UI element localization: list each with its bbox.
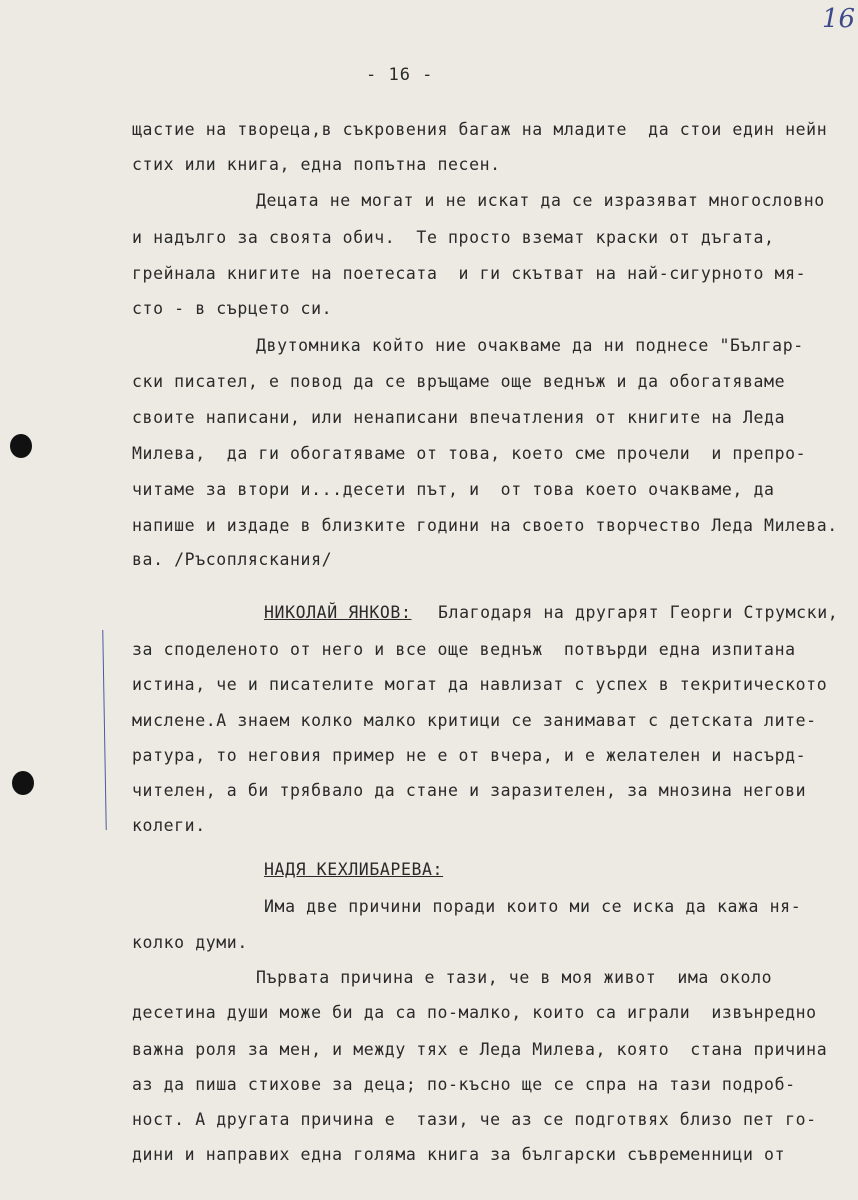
punch-hole — [12, 771, 34, 795]
margin-mark — [102, 630, 106, 830]
text-line: Милева, да ги обогатяваме от това, което сме прочели и препро- — [132, 444, 807, 463]
text-line: Има две причини поради които ми се иска да кажа ня- — [264, 897, 802, 916]
text-line: стих или книга, една попътна песен. — [132, 155, 501, 174]
text-line: ратура, то неговия пример не е от вчера, и е желателен и насърд- — [132, 746, 807, 765]
handwritten-page-number: 16 — [822, 4, 856, 34]
punch-hole — [10, 434, 32, 458]
text-line: щастие на твореца,в съкровения багаж на младите да стои един нейн — [132, 120, 828, 139]
text-line: грейнала книгите на поетесата и ги скътват на най-сигурното мя- — [132, 264, 807, 283]
text-line: ски писател, е повод да се връщаме още веднъж и да обогатяваме — [132, 372, 786, 391]
text-line: важна роля за мен, и между тях е Леда Милева, която стана причина — [132, 1040, 828, 1059]
text-line: десетина души може би да са по-малко, които са играли извънредно — [132, 1003, 817, 1022]
text-line: колеги. — [132, 816, 206, 835]
text-line: аз да пиша стихове за деца; по-късно ще се спра на тази подроб- — [132, 1075, 796, 1094]
text-line: чителен, а би трябвало да стане и заразителен, за мнозина негови — [132, 781, 807, 800]
text-line: Децата не могат и не искат да се изразяват многословно — [256, 191, 825, 210]
text-line: напише и издаде в близките години на своето творчество Леда Милева. — [132, 516, 838, 535]
text-line: Двутомника който ние очакваме да ни поднесе "Българ- — [256, 336, 804, 355]
speaker-heading: НАДЯ КЕХЛИБАРЕВА: — [264, 860, 444, 879]
text-line: мислене.А знаем колко малко критици се занимават с детската лите- — [132, 711, 817, 730]
text-line: Първата причина е тази, че в моя живот има около — [256, 968, 773, 987]
speaker-heading: НИКОЛАЙ ЯНКОВ: — [264, 603, 412, 622]
text-line: ност. А другата причина е тази, че аз се подготвях близо пет го- — [132, 1110, 817, 1129]
text-line: Благодаря на другарят Георги Струмски, — [438, 603, 839, 622]
page-number: - 16 - — [366, 65, 434, 85]
text-line: и надълго за своята обич. Те просто вземат краски от дъгата, — [132, 228, 775, 247]
text-line: за споделеното от него и все още веднъж потвърди една изпитана — [132, 640, 796, 659]
text-line: дини и направих една голяма книга за български съвременници от — [132, 1145, 786, 1164]
text-line: истина, че и писателите могат да навлизат с успех в текритическото — [132, 675, 828, 694]
text-line: читаме за втори и...десети път, и от това което очакваме, да — [132, 480, 775, 499]
text-line: ва. /Ръсопляскания/ — [132, 550, 333, 569]
text-line: сто - в сърцето си. — [132, 299, 333, 318]
text-line: колко думи. — [132, 933, 248, 952]
text-line: своите написани, или ненаписани впечатления от книгите на Леда — [132, 408, 786, 427]
